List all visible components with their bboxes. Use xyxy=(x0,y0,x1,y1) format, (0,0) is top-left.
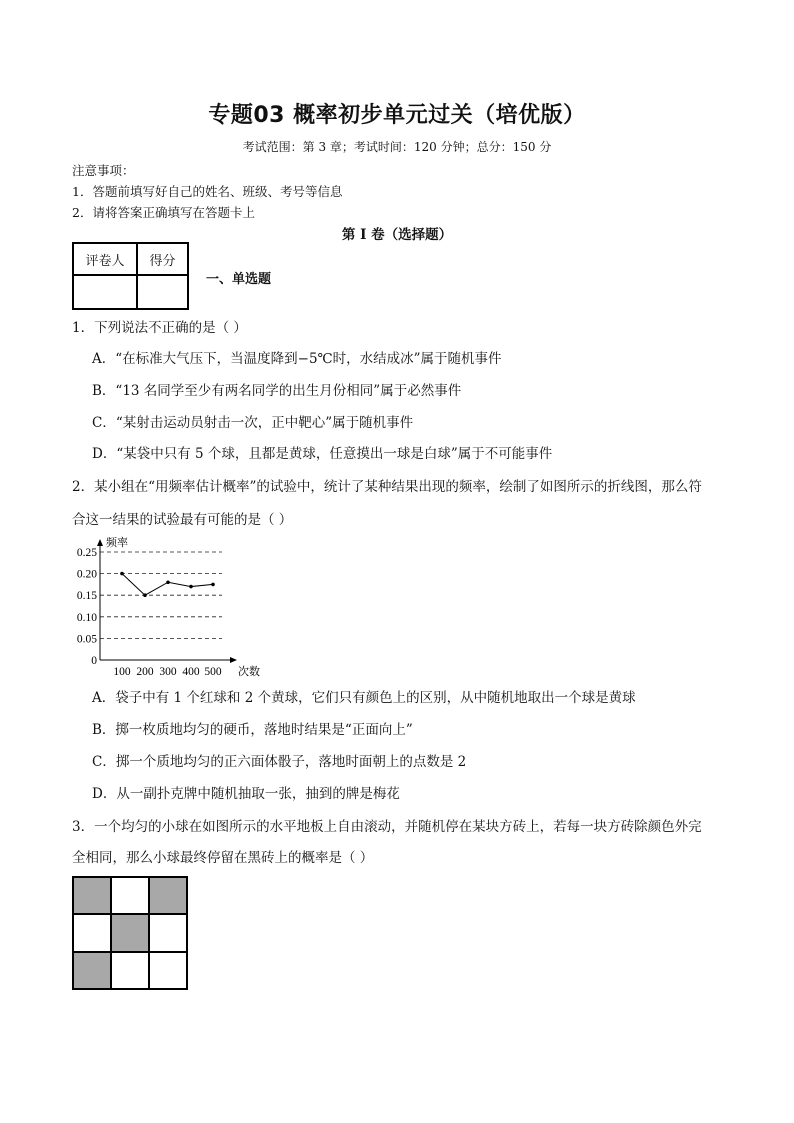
tile-light xyxy=(111,877,149,914)
notice-heading: 注意事项： xyxy=(72,163,135,178)
question-1-option-c: C．“某射击运动员射击一次，正中靶心”属于随机事件 xyxy=(92,415,414,431)
question-2-stem-continued: 合这一结果的试验最有可能的是（ ） xyxy=(72,512,293,528)
x-tick-label: 500 xyxy=(204,666,222,678)
section-title: 一、单选题 xyxy=(206,272,272,287)
question-1-option-a: A．“在标准大气压下，当温度降到−5℃时，水结成冰”属于随机事件 xyxy=(92,351,502,367)
tile-dark xyxy=(111,914,149,951)
question-3-stem: 3．一个均匀的小球在如图所示的水平地板上自由滚动，并随机停在某块方砖上，若每一块方砖除颜色外完 xyxy=(72,819,702,835)
tile-light xyxy=(111,952,149,989)
score-table xyxy=(72,242,189,310)
score-table-header-grader: 评卷人 xyxy=(73,243,137,275)
question-2-stem: 2．某小组在“用频率估计概率”的试验中，统计了某种结果出现的频率，绘制了如图所示的折线图，那么符 xyxy=(72,479,702,495)
notice-item: 2．请将答案正确填写在答题卡上 xyxy=(72,205,255,220)
data-point xyxy=(166,580,170,584)
tile-light xyxy=(149,914,187,951)
floor-tile-grid xyxy=(72,876,188,990)
page-title: 专题03 概率初步单元过关（培优版） xyxy=(208,103,586,128)
x-tick-label: 100 xyxy=(113,666,131,678)
x-axis-label: 次数 xyxy=(238,665,260,678)
x-tick-label: 300 xyxy=(159,666,177,678)
question-3-stem-continued: 全相同，那么小球最终停留在黑砖上的概率是（ ） xyxy=(72,850,374,866)
score-table-header-score: 得分 xyxy=(137,243,188,275)
question-1-option-b: B．“13 名同学至少有两名同学的出生月份相同”属于必然事件 xyxy=(92,383,462,399)
y-tick-label: 0.15 xyxy=(76,590,97,603)
notice-item: 1．答题前填写好自己的姓名、班级、考号等信息 xyxy=(72,184,343,199)
question-1-option-d: D．“某袋中只有 5 个球，且都是黄球，任意摸出一球是白球”属于不可能事件 xyxy=(92,446,553,462)
y-tick-label: 0.25 xyxy=(76,547,97,559)
series-line xyxy=(122,574,213,596)
volume-title: 第 I 卷（选择题） xyxy=(341,227,453,243)
tile-light xyxy=(149,952,187,989)
tile-dark xyxy=(73,877,111,914)
tile-dark xyxy=(73,952,111,989)
question-2-option-d: D．从一副扑克牌中随机抽取一张，抽到的牌是梅花 xyxy=(92,786,400,802)
frequency-line-chart xyxy=(62,530,272,680)
y-tick-label: 0.05 xyxy=(76,633,97,646)
score-table-grader-cell[interactable] xyxy=(73,275,137,309)
question-2-option-c: C．掷一个质地均匀的正六面体骰子，落地时面朝上的点数是 2 xyxy=(92,754,467,770)
data-point xyxy=(143,593,147,597)
score-table-score-cell[interactable] xyxy=(137,275,188,309)
tile-dark xyxy=(149,877,187,914)
data-point xyxy=(120,572,124,576)
x-tick-label: 400 xyxy=(182,666,200,678)
y-axis-label: 频率 xyxy=(106,536,128,549)
data-point xyxy=(189,585,193,589)
question-2-option-a: A．袋子中有 1 个红球和 2 个黄球，它们只有颜色上的区别，从中随机地取出一个球是黄球 xyxy=(92,690,636,706)
x-axis-arrow xyxy=(230,657,237,663)
tile-light xyxy=(73,914,111,951)
y-axis-arrow xyxy=(97,539,103,546)
x-tick-label: 200 xyxy=(136,666,154,678)
question-2-option-b: B．掷一枚质地均匀的硬币，落地时结果是“正面向上” xyxy=(92,722,413,738)
data-point xyxy=(211,583,215,587)
question-1-stem: 1．下列说法不正确的是（ ） xyxy=(72,320,247,336)
exam-info: 考试范围：第 3 章；考试时间：120 分钟；总分：150 分 xyxy=(242,140,552,154)
y-tick-label: 0.20 xyxy=(76,568,97,581)
y-tick-label: 0.10 xyxy=(76,611,97,624)
y-tick-label: 0 xyxy=(91,655,97,667)
